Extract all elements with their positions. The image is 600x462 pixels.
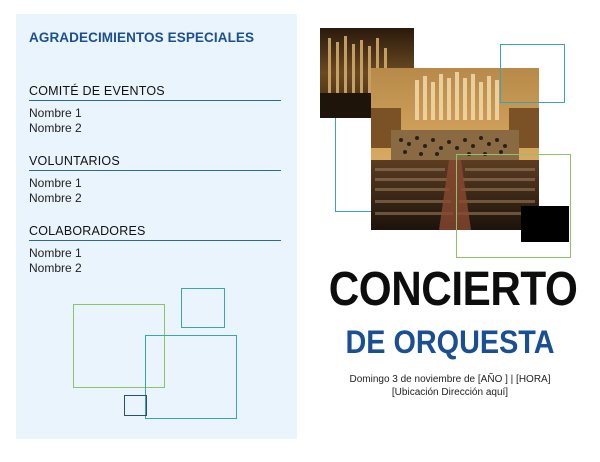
name-item: Nombre 1 [29, 246, 82, 260]
event-location-line: [Ubicación Dirección aquí] [391, 387, 509, 398]
name-item: Nombre 1 [29, 106, 82, 120]
thanks-panel [16, 14, 297, 439]
name-item: Nombre 2 [29, 121, 82, 135]
event-date-line: Domingo 3 de noviembre de [AÑO ] | [HORA] [349, 374, 551, 385]
concert-subtitle: DE ORQUESTA [345, 324, 555, 360]
section-heading: COMITÉ DE EVENTOS [29, 84, 281, 101]
decor-square-teal-outline [335, 110, 373, 212]
decor-square-black [521, 206, 569, 242]
decor-square-teal-small [181, 288, 225, 328]
name-item: Nombre 1 [29, 176, 82, 190]
section-event-committee [29, 84, 281, 136]
decor-square-navy [124, 395, 147, 416]
name-item: Nombre 2 [29, 261, 82, 275]
decor-square-teal-top [500, 44, 565, 103]
panel-title: AGRADECIMIENTOS ESPECIALES [29, 30, 255, 45]
concert-title: CONCIERTO [328, 263, 578, 316]
section-heading: VOLUNTARIOS [29, 154, 281, 171]
section-heading: COLABORADORES [29, 224, 281, 241]
section-collaborators [29, 224, 281, 276]
decor-square-teal-large [145, 335, 237, 419]
section-volunteers [29, 154, 281, 206]
name-item: Nombre 2 [29, 191, 82, 205]
